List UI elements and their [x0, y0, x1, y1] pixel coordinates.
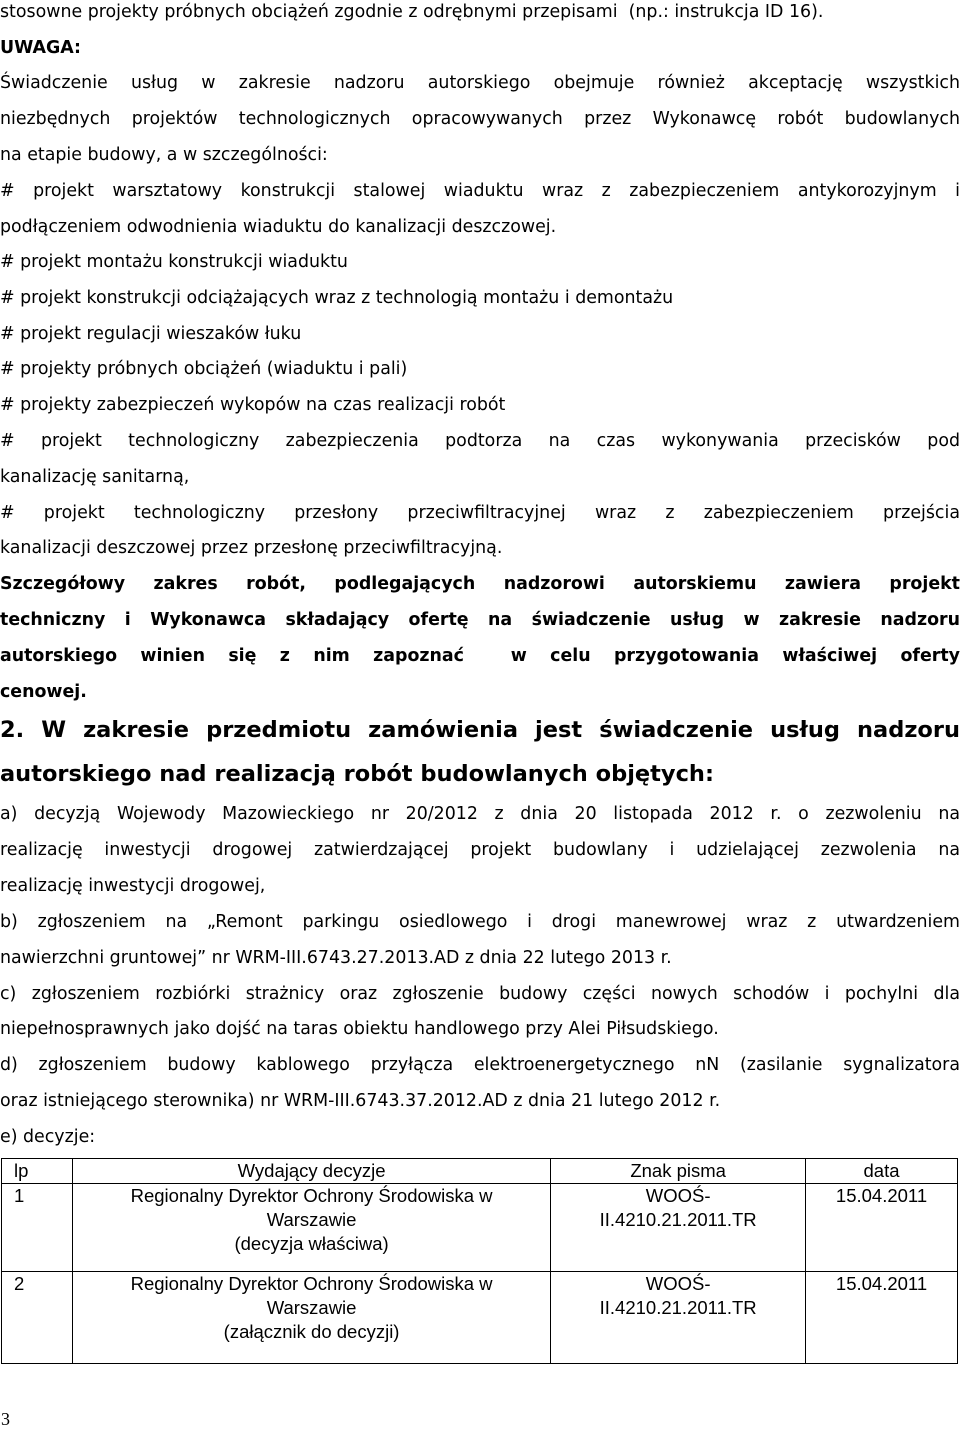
date-cell: 15.04.2011	[806, 1184, 958, 1272]
section-heading: autorskiego nad realizacją robót budowlanych objętych:	[0, 761, 714, 787]
decisions-table	[1, 1158, 958, 1364]
reference-cell	[551, 1272, 806, 1364]
text-line: realizację inwestycji drogowej,	[0, 876, 266, 896]
issuer-line: Regionalny Dyrektor Ochrony Środowiska w	[130, 1273, 493, 1294]
table-row	[2, 1272, 958, 1364]
list-item: # projekty próbnych obciążeń (wiaduktu i pali)	[0, 359, 408, 379]
date-cell: 15.04.2011	[806, 1272, 958, 1364]
list-item: # projekt montażu konstrukcji wiaduktu	[0, 252, 348, 272]
text-line: kanalizację sanitarną,	[0, 467, 190, 487]
list-item: d) zgłoszeniem budowy kablowego przyłącza elektroenergetycznego nN (zasilanie sygnalizatora	[0, 1055, 960, 1075]
text-line: nawierzchni gruntowej” nr WRM-III.6743.27.2013.AD z dnia 22 lutego 2013 r.	[0, 948, 672, 968]
list-item: # projekt warsztatowy konstrukcji stalowej wiaduktu wraz z zabezpieczeniem antykorozyjnym i	[0, 181, 960, 201]
text-line: niezbędnych projektów technologicznych opracowywanych przez Wykonawcę robót budowlanych	[0, 109, 960, 129]
list-item: e) decyzje:	[0, 1127, 96, 1147]
reference-line: WOOŚ-	[645, 1273, 711, 1294]
list-item: # projekt konstrukcji odciążających wraz z technologią montażu i demontażu	[0, 288, 674, 308]
header-cell: Wydający decyzje	[72, 1159, 550, 1184]
bold-paragraph-line: cenowej.	[0, 682, 87, 702]
warning-heading: UWAGA:	[0, 38, 81, 58]
list-item: # projekt regulacji wieszaków łuku	[0, 324, 302, 344]
issuer-line: Warszawie	[266, 1209, 357, 1230]
reference-line: II.4210.21.2011.TR	[599, 1209, 757, 1230]
text-line: niepełnosprawnych jako dojść na taras obiektu handlowego przy Alei Piłsudskiego.	[0, 1019, 719, 1039]
issuer-line: Warszawie	[266, 1297, 357, 1318]
section-heading: 2. W zakresie przedmiotu zamówienia jest świadczenie usług nadzoru	[0, 717, 960, 743]
bold-paragraph-line: autorskiego winien się z nim zapoznać w celu przygotowania właściwej oferty	[0, 646, 960, 666]
issuer-line: Regionalny Dyrektor Ochrony Środowiska w	[130, 1185, 493, 1206]
list-item: # projekty zabezpieczeń wykopów na czas realizacji robót	[0, 395, 506, 415]
reference-line: II.4210.21.2011.TR	[599, 1297, 757, 1318]
issuer-note: (decyzja właściwa)	[234, 1233, 389, 1254]
text-line: oraz istniejącego sterownika) nr WRM-III.6743.37.2012.AD z dnia 21 lutego 2012 r.	[0, 1091, 721, 1111]
issuer-cell	[72, 1272, 550, 1364]
list-item: # projekt technologiczny przesłony przeciwfiltracyjnej wraz z zabezpieczeniem przejścia	[0, 503, 960, 523]
text-line: podłączeniem odwodnienia wiaduktu do kanalizacji deszczowej.	[0, 217, 557, 237]
issuer-note: (załącznik do decyzji)	[223, 1321, 400, 1342]
text-line: kanalizacji deszczowej przez przesłonę przeciwfiltracyjną.	[0, 538, 503, 558]
issuer-cell	[72, 1184, 550, 1272]
text-line: stosowne projekty próbnych obciążeń zgodnie z odrębnymi przepisami (np.: instrukcja ID 16).	[0, 2, 824, 22]
lp-cell: 2	[2, 1272, 73, 1364]
header-cell: Znak pisma	[551, 1159, 806, 1184]
header-cell: lp	[2, 1159, 73, 1184]
table-header-row	[2, 1159, 958, 1184]
header-cell: data	[806, 1159, 958, 1184]
bold-paragraph-line: Szczegółowy zakres robót, podlegających nadzorowi autorskiemu zawiera projekt	[0, 574, 960, 594]
lp-cell: 1	[2, 1184, 73, 1272]
reference-line: WOOŚ-	[645, 1185, 711, 1206]
list-item: a) decyzją Wojewody Mazowieckiego nr 20/2012 z dnia 20 listopada 2012 r. o zezwoleniu na	[0, 804, 960, 824]
list-item: c) zgłoszeniem rozbiórki strażnicy oraz zgłoszenie budowy części nowych schodów i pochylni dla	[0, 984, 960, 1004]
table-row	[2, 1184, 958, 1272]
reference-cell	[551, 1184, 806, 1272]
list-item: b) zgłoszeniem na „Remont parkingu osiedlowego i drogi manewrowej wraz z utwardzeniem	[0, 912, 960, 932]
bold-paragraph-line: techniczny i Wykonawca składający ofertę na świadczenie usług w zakresie nadzoru	[0, 610, 960, 630]
text-line: Świadczenie usług w zakresie nadzoru autorskiego obejmuje również akceptację wszystkich	[0, 73, 960, 93]
list-item: # projekt technologiczny zabezpieczenia podtorza na czas wykonywania przecisków pod	[0, 431, 960, 451]
text-line: realizację inwestycji drogowej zatwierdzającej projekt budowlany i udzielającej zezwolenia na	[0, 840, 960, 860]
text-line: na etapie budowy, a w szczególności:	[0, 145, 328, 165]
page-number: 3	[1, 1409, 10, 1429]
